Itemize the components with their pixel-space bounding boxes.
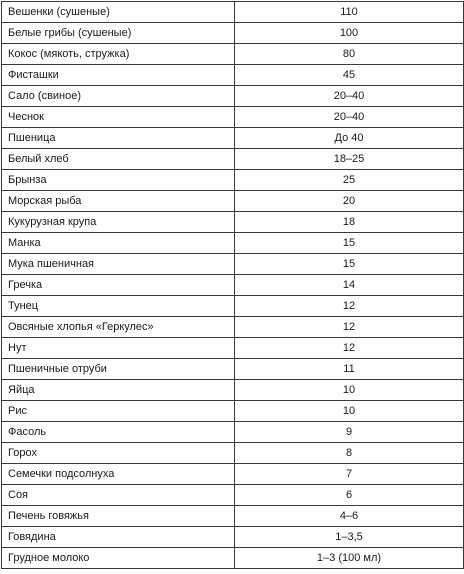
value-cell: 100 — [235, 23, 464, 44]
product-cell: Тунец — [2, 296, 235, 317]
table-row — [2, 86, 464, 107]
table-row — [2, 191, 464, 212]
table-row — [2, 275, 464, 296]
value-cell: До 40 — [235, 128, 464, 149]
table-row — [2, 233, 464, 254]
product-cell: Морская рыба — [2, 191, 235, 212]
table-row — [2, 65, 464, 86]
value-cell: 15 — [235, 254, 464, 275]
table-row — [2, 359, 464, 380]
table-row — [2, 44, 464, 65]
product-cell: Нут — [2, 338, 235, 359]
value-cell: 15 — [235, 233, 464, 254]
value-cell: 11 — [235, 359, 464, 380]
table-row — [2, 107, 464, 128]
value-cell: 20 — [235, 191, 464, 212]
table-row — [2, 296, 464, 317]
table-row — [2, 2, 464, 23]
product-cell: Чеснок — [2, 107, 235, 128]
product-cell: Манка — [2, 233, 235, 254]
table-row — [2, 401, 464, 422]
value-cell: 9 — [235, 422, 464, 443]
value-cell: 4–6 — [235, 506, 464, 527]
value-cell: 6 — [235, 485, 464, 506]
product-cell: Сало (свиное) — [2, 86, 235, 107]
table-row — [2, 443, 464, 464]
product-cell: Вешенки (сушеные) — [2, 2, 235, 23]
table-row — [2, 338, 464, 359]
value-cell: 12 — [235, 296, 464, 317]
product-cell: Грудное молоко — [2, 548, 235, 569]
value-cell: 1–3,5 — [235, 527, 464, 548]
value-cell: 8 — [235, 443, 464, 464]
value-cell: 12 — [235, 317, 464, 338]
value-cell: 45 — [235, 65, 464, 86]
product-cell: Яйца — [2, 380, 235, 401]
table-row — [2, 212, 464, 233]
value-cell: 12 — [235, 338, 464, 359]
value-cell: 18–25 — [235, 149, 464, 170]
product-cell: Овсяные хлопья «Геркулес» — [2, 317, 235, 338]
product-cell: Кокос (мякоть, стружка) — [2, 44, 235, 65]
table-row — [2, 380, 464, 401]
table-row — [2, 485, 464, 506]
value-cell: 18 — [235, 212, 464, 233]
value-cell: 20–40 — [235, 86, 464, 107]
table-row — [2, 422, 464, 443]
product-cell: Фасоль — [2, 422, 235, 443]
value-cell: 7 — [235, 464, 464, 485]
value-cell: 20–40 — [235, 107, 464, 128]
product-cell: Горох — [2, 443, 235, 464]
table-row — [2, 23, 464, 44]
value-cell: 110 — [235, 2, 464, 23]
product-cell: Пшеница — [2, 128, 235, 149]
product-cell: Белый хлеб — [2, 149, 235, 170]
product-cell: Говядина — [2, 527, 235, 548]
value-cell: 10 — [235, 401, 464, 422]
table-row — [2, 254, 464, 275]
table-row — [2, 317, 464, 338]
table-row — [2, 527, 464, 548]
table-row — [2, 170, 464, 191]
data-table — [1, 1, 464, 569]
value-cell: 80 — [235, 44, 464, 65]
value-cell: 14 — [235, 275, 464, 296]
table-body — [2, 2, 464, 569]
table-row — [2, 149, 464, 170]
table-row — [2, 506, 464, 527]
product-cell: Брынза — [2, 170, 235, 191]
product-cell: Печень говяжья — [2, 506, 235, 527]
product-cell: Белые грибы (сушеные) — [2, 23, 235, 44]
table-row — [2, 464, 464, 485]
table-row — [2, 548, 464, 569]
value-cell: 1–3 (100 мл) — [235, 548, 464, 569]
product-cell: Фисташки — [2, 65, 235, 86]
product-cell: Семечки подсолнуха — [2, 464, 235, 485]
product-cell: Гречка — [2, 275, 235, 296]
product-cell: Пшеничные отруби — [2, 359, 235, 380]
value-cell: 10 — [235, 380, 464, 401]
product-cell: Мука пшеничная — [2, 254, 235, 275]
product-cell: Рис — [2, 401, 235, 422]
product-cell: Соя — [2, 485, 235, 506]
product-cell: Кукурузная крупа — [2, 212, 235, 233]
value-cell: 25 — [235, 170, 464, 191]
table-row — [2, 128, 464, 149]
